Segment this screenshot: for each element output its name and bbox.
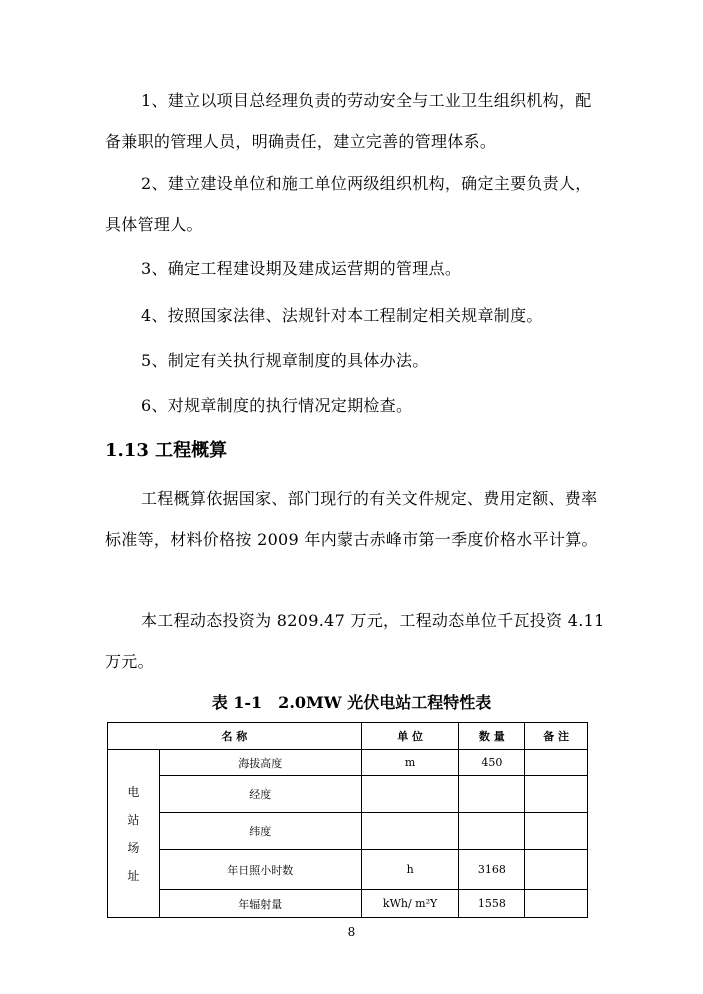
header-qty: 数 量 [459,723,525,750]
row-remark [525,850,588,890]
paragraph-2: 2、建立建设单位和施工单位两级组织机构，确定主要负责人，具体管理人。 [105,174,592,234]
row-qty: 3168 [459,850,525,890]
paragraph-1: 1、建立以项目总经理负责的劳动安全与工业卫生组织机构，配备兼职的管理人员，明确责任，建立完善的管理体系。 [105,91,592,151]
row-name: 年辐射量 [159,890,361,918]
paragraph-4: 4、按照国家法律、法规针对本工程制定相关规章制度。 [141,306,543,325]
paragraph-6: 6、对规章制度的执行情况定期检查。 [141,396,413,415]
table-row [108,813,588,850]
row-qty [459,776,525,813]
row-remark [525,813,588,850]
estimate-paragraph: 工程概算依据国家、部门现行的有关文件规定、费用定额、费率标准等，材料价格按 2009 年内蒙古赤峰市第一季度价格水平计算。 [105,489,598,549]
header-name: 名 称 [108,723,362,750]
group-char: 址 [127,868,140,883]
group-label-site [108,750,160,918]
header-unit: 单 位 [361,723,459,750]
table-caption: 表 1-1 2.0MW 光伏电站工程特性表 [211,693,492,712]
group-char: 站 [127,812,140,827]
page-number: 8 [347,925,356,939]
row-unit: kWh/ m²Y [361,890,459,918]
row-unit [361,776,459,813]
row-qty [459,813,525,850]
paragraph-3: 3、确定工程建设期及建成运营期的管理点。 [141,259,462,278]
group-char: 电 [127,784,140,799]
investment-paragraph: 本工程动态投资为 8209.47 万元，工程动态单位千瓦投资 4.11 万元。 [105,611,605,671]
row-name: 经度 [159,776,361,813]
group-char: 场 [127,840,140,855]
row-remark [525,750,588,776]
row-unit: h [361,850,459,890]
row-qty: 1558 [459,890,525,918]
row-qty: 450 [459,750,525,776]
section-heading: 1.13 工程概算 [105,440,228,461]
row-name: 年日照小时数 [159,850,361,890]
row-remark [525,890,588,918]
row-unit [361,813,459,850]
paragraph-5: 5、制定有关执行规章制度的具体办法。 [141,351,429,370]
header-remark: 备 注 [525,723,588,750]
table-row [108,750,588,776]
row-name: 纬度 [159,813,361,850]
row-name: 海拔高度 [159,750,361,776]
row-unit: m [361,750,459,776]
table-row [108,850,588,890]
characteristics-table [107,722,588,918]
row-remark [525,776,588,813]
table-header-row [108,723,588,750]
table-row [108,776,588,813]
table-row [108,890,588,918]
